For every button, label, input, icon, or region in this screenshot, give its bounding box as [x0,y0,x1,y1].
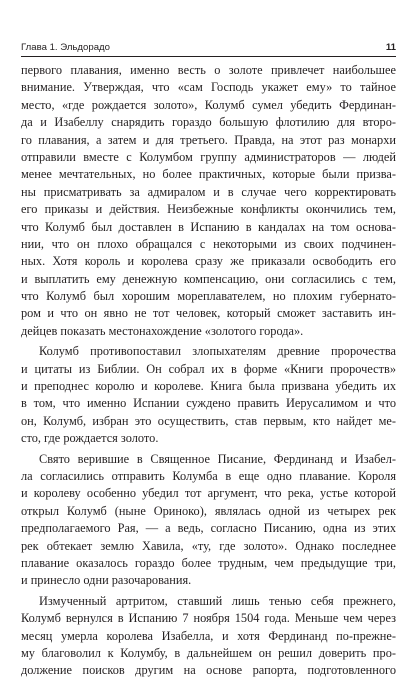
text-line: должение поисков другим на основе рапорта, подготовленного [21,663,396,678]
text-line: месяц умерла королева Изабелла, и хотя Фердинанд по-прежне- [21,628,396,643]
text-line: и королеву особенно убедил тот аргумент, что река, устье которой [21,486,396,501]
chapter-title: Глава 1. Эльдорадо [21,42,110,53]
text-line: и выплатить ему денежную компенсацию, они согласились с тем, [21,271,396,286]
paragraph [21,343,396,447]
text-line: что Колумб был доставлен в Испанию в кандалах на том основа- [21,219,396,234]
paragraph [21,451,396,590]
body-text [21,62,396,680]
text-line: отправили вместе с Колумбом группу администраторов — людей [21,149,396,164]
text-line: ных. Хотя король и королева сразу же приказали освободить его [21,254,396,269]
text-line: Колумб вернулся в Испанию 7 ноября 1504 года. Меньше чем через [21,611,396,626]
text-line: сто, где рождается золото. [21,431,159,446]
text-line: Колумб противопоставил злопыхателям древние пророчества [39,344,396,359]
text-line: он, Колумб, избран это осуществить, став первым, кто найдет ме- [21,413,396,428]
page-number: 11 [385,42,396,53]
text-line: и цитаты из Библии. Он собрал их в форме «Книги пророчеств» [21,361,396,376]
text-line: и принесло одни разочарования. [21,573,192,588]
text-line: Свято верившие в Священное Писание, Фердинанд и Изабел- [39,451,396,466]
text-line: первого плавания, именно весть о золоте привлечет наибольшее [21,63,396,77]
text-line: открыл Колумб (ныне Ориноко), являлась одной из четырех рек [21,503,396,518]
text-line: го плавания, а затем и для третьего. Правда, на этот раз монархи [21,132,396,147]
text-line: рек обтекает землю Хавила, «ту, где золото». Однако последнее [21,538,396,553]
text-line: ла согласились отправить Колумба в еще одно плавание. Короля [21,468,396,483]
text-line: Измученный артритом, ставший лишь тенью себя прежнего, [39,593,396,608]
text-line: менее мечтательных, но более практичных, которые были призва- [21,167,396,182]
text-line: и преподнес королю и королеве. Книга была призвана убедить их [21,379,396,394]
paragraph [21,593,396,680]
text-line: место, «где рождается золото», Колумб сумел убедить Фердинан- [21,97,396,112]
paragraph [21,62,396,340]
text-line: внимание. Утверждая, что «сам Господь укажет ему» то тайное [21,80,396,95]
text-line: его приказы и действия. Неизбежные конфликты окончились тем, [21,202,396,217]
text-line: ром и что он явно не тот человек, который сможет заставить ин- [21,306,396,321]
text-line: плавание оказалось гораздо более трудным, чем предыдущие три, [21,555,396,570]
text-line: да и Изабеллу снарядить гораздо большую флотилию для второ- [21,115,396,130]
text-line: что Колумб был хорошим мореплавателем, но плохим губернато- [21,289,396,304]
text-line: предполагаемого Рая, — а ведь, согласно Писанию, одна из этих [21,521,396,536]
text-line: нии, что он плохо обращался с некоторыми из своих подчинен- [21,236,396,251]
text-line: дейцев показать местонахождение «золотого города». [21,323,304,338]
text-line: в том, что именно Испании суждено править Иерусалимом и что [21,396,396,411]
running-header [21,42,396,57]
text-line: му благоволил к Колумбу, в дальнейшем он решил доверить про- [21,645,396,660]
text-line: ны присматривать за адмиралом и в случае чего корректировать [21,184,396,199]
